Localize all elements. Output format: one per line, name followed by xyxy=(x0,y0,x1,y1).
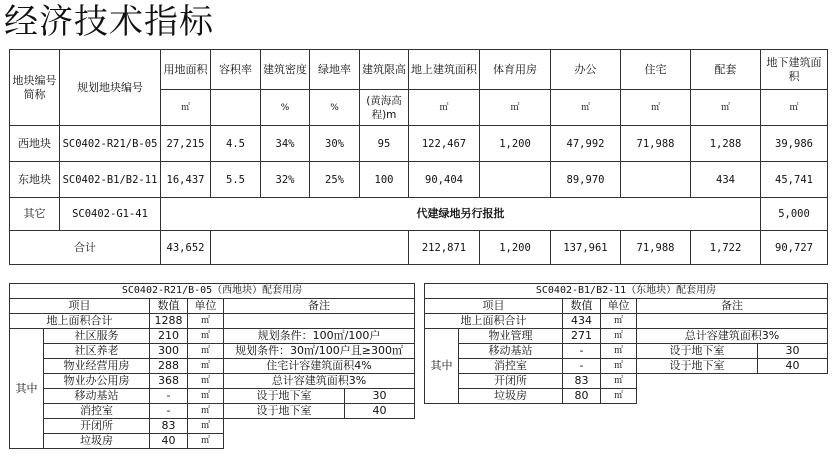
west-item: 移动基站 xyxy=(44,389,150,404)
other-under-area: 5,000 xyxy=(761,198,828,231)
table-row xyxy=(10,434,415,449)
row-above-area: 122,467 xyxy=(409,126,480,162)
west-value: - xyxy=(150,404,188,419)
west-remark: 总计容建筑面积3% xyxy=(224,374,415,389)
header-support: 配套 xyxy=(691,50,761,90)
west-remark: 规划条件：30㎡/100户且≥300㎡ xyxy=(224,344,415,359)
east-value: 271 xyxy=(563,329,601,344)
west-remark: 住宅计容建筑面积4% xyxy=(224,359,415,374)
east-unit: ㎡ xyxy=(601,374,637,389)
page-title: 经济技术指标 xyxy=(4,2,214,42)
west-total-remark xyxy=(224,314,415,329)
header-density: 建筑密度 xyxy=(261,50,310,90)
unit-residential: ㎡ xyxy=(621,90,691,126)
total-residential: 71,988 xyxy=(621,231,691,265)
unit-height: (黄海高程)m xyxy=(360,90,409,126)
unit-support: ㎡ xyxy=(691,90,761,126)
row-land-area: 27,215 xyxy=(161,126,211,162)
table-row xyxy=(425,374,828,389)
header-block-code: 地块编号简称 xyxy=(10,50,60,126)
west-value: 40 xyxy=(150,434,188,449)
west-item: 开闭所 xyxy=(44,419,150,434)
east-group-label: 其中 xyxy=(425,329,459,404)
east-item: 垃圾房 xyxy=(459,389,563,404)
row-density: 34% xyxy=(261,126,310,162)
west-header-remark: 备注 xyxy=(224,299,415,314)
unit-sports: ㎡ xyxy=(480,90,551,126)
table-row xyxy=(10,374,415,389)
west-item: 消控室 xyxy=(44,404,150,419)
table-row xyxy=(10,344,415,359)
west-value: 300 xyxy=(150,344,188,359)
table-row xyxy=(425,359,828,374)
west-unit: ㎡ xyxy=(188,434,224,449)
total-sports: 1,200 xyxy=(480,231,551,265)
indicators-table xyxy=(9,49,828,265)
west-caption: SC0402-R21/B-05（西地块）配套用房 xyxy=(10,284,415,299)
row-code: SC0402-B1/B2-11 xyxy=(60,162,161,198)
table-row xyxy=(425,329,828,344)
header-land-area: 用地面积 xyxy=(161,50,211,90)
row-green: 25% xyxy=(310,162,360,198)
east-caption: SC0402-B1/B2-11（东地块）配套用房 xyxy=(425,284,828,299)
header-row xyxy=(10,50,828,90)
east-header-unit: 单位 xyxy=(601,299,637,314)
row-sports xyxy=(480,162,551,198)
west-header-value: 数值 xyxy=(150,299,188,314)
unit-green: % xyxy=(310,90,360,126)
west-remark-label: 设于地下室 xyxy=(224,389,345,404)
east-remark-label: 设于地下室 xyxy=(637,344,758,359)
east-value: 83 xyxy=(563,374,601,389)
west-item: 物业办公用房 xyxy=(44,374,150,389)
row-residential xyxy=(621,162,691,198)
row-office: 89,970 xyxy=(551,162,621,198)
header-green: 绿地率 xyxy=(310,50,360,90)
other-row xyxy=(10,198,828,231)
row-height: 100 xyxy=(360,162,409,198)
west-header-unit: 单位 xyxy=(188,299,224,314)
west-remark-empty xyxy=(224,419,415,434)
west-item: 垃圾房 xyxy=(44,434,150,449)
table-row xyxy=(10,419,415,434)
west-remark-value: 30 xyxy=(345,389,415,404)
west-item: 物业经营用房 xyxy=(44,359,150,374)
table-row xyxy=(10,389,415,404)
west-support-table xyxy=(9,283,415,449)
west-remark: 规划条件：100㎡/100户 xyxy=(224,329,415,344)
row-sports: 1,200 xyxy=(480,126,551,162)
east-header-remark: 备注 xyxy=(637,299,828,314)
row-under-area: 45,741 xyxy=(761,162,828,198)
header-above-area: 地上建筑面积 xyxy=(409,50,480,90)
row-residential: 71,988 xyxy=(621,126,691,162)
east-support-table xyxy=(424,283,828,404)
west-remark-value: 40 xyxy=(345,404,415,419)
west-remark-label: 设于地下室 xyxy=(224,404,345,419)
table-row xyxy=(10,359,415,374)
total-office: 137,961 xyxy=(551,231,621,265)
east-remark-value: 30 xyxy=(758,344,828,359)
west-group-label: 其中 xyxy=(10,329,44,449)
east-total-unit: ㎡ xyxy=(601,314,637,329)
table-row xyxy=(10,162,828,198)
east-remark: 总计容建筑面积3% xyxy=(637,329,828,344)
total-under-area: 90,727 xyxy=(761,231,828,265)
east-value: 80 xyxy=(563,389,601,404)
east-header-value: 数值 xyxy=(563,299,601,314)
east-remark-value: 40 xyxy=(758,359,828,374)
row-block: 西地块 xyxy=(10,126,60,162)
east-value: - xyxy=(563,359,601,374)
row-office: 47,992 xyxy=(551,126,621,162)
west-value: 210 xyxy=(150,329,188,344)
east-total-remark xyxy=(637,314,828,329)
east-item: 开闭所 xyxy=(459,374,563,389)
west-item: 社区服务 xyxy=(44,329,150,344)
west-value: 288 xyxy=(150,359,188,374)
total-above-area: 212,871 xyxy=(409,231,480,265)
unit-land-area: ㎡ xyxy=(161,90,211,126)
west-unit: ㎡ xyxy=(188,344,224,359)
west-header-item: 项目 xyxy=(10,299,150,314)
header-office: 办公 xyxy=(551,50,621,90)
west-total-unit: ㎡ xyxy=(188,314,224,329)
west-value: - xyxy=(150,389,188,404)
west-unit: ㎡ xyxy=(188,374,224,389)
total-land-area: 43,652 xyxy=(161,231,211,265)
unit-above-area: ㎡ xyxy=(409,90,480,126)
row-support: 434 xyxy=(691,162,761,198)
row-above-area: 90,404 xyxy=(409,162,480,198)
east-remark-empty xyxy=(637,374,828,389)
header-far: 容积率 xyxy=(211,50,261,90)
west-unit: ㎡ xyxy=(188,389,224,404)
east-item: 物业管理 xyxy=(459,329,563,344)
total-row xyxy=(10,231,828,265)
west-total-value: 1288 xyxy=(150,314,188,329)
east-remark-label: 设于地下室 xyxy=(637,359,758,374)
east-total-item: 地上面积合计 xyxy=(425,314,563,329)
row-far: 4.5 xyxy=(211,126,261,162)
other-note: 代建绿地另行报批 xyxy=(161,198,761,231)
row-code: SC0402-R21/B-05 xyxy=(60,126,161,162)
east-unit: ㎡ xyxy=(601,329,637,344)
total-support: 1,722 xyxy=(691,231,761,265)
total-blank xyxy=(211,231,409,265)
row-height: 95 xyxy=(360,126,409,162)
east-value: - xyxy=(563,344,601,359)
east-unit: ㎡ xyxy=(601,359,637,374)
west-value: 368 xyxy=(150,374,188,389)
west-remark-empty xyxy=(224,434,415,449)
other-block: 其它 xyxy=(10,198,60,231)
other-code: SC0402-G1-41 xyxy=(60,198,161,231)
table-row xyxy=(10,404,415,419)
west-unit: ㎡ xyxy=(188,359,224,374)
east-remark-empty xyxy=(637,389,828,404)
table-row xyxy=(425,344,828,359)
east-unit: ㎡ xyxy=(601,344,637,359)
east-total-value: 434 xyxy=(563,314,601,329)
east-item: 消控室 xyxy=(459,359,563,374)
table-row xyxy=(10,126,828,162)
west-unit: ㎡ xyxy=(188,329,224,344)
unit-density: % xyxy=(261,90,310,126)
east-header-item: 项目 xyxy=(425,299,563,314)
unit-office: ㎡ xyxy=(551,90,621,126)
west-value: 83 xyxy=(150,419,188,434)
row-far: 5.5 xyxy=(211,162,261,198)
table-row xyxy=(425,389,828,404)
unit-far xyxy=(211,90,261,126)
row-block: 东地块 xyxy=(10,162,60,198)
west-total-item: 地上面积合计 xyxy=(10,314,150,329)
header-sports: 体育用房 xyxy=(480,50,551,90)
row-density: 32% xyxy=(261,162,310,198)
row-land-area: 16,437 xyxy=(161,162,211,198)
total-label: 合计 xyxy=(10,231,161,265)
header-plan-code: 规划地块编号 xyxy=(60,50,161,126)
west-item: 社区养老 xyxy=(44,344,150,359)
unit-under-area: ㎡ xyxy=(761,90,828,126)
east-unit: ㎡ xyxy=(601,389,637,404)
east-item: 移动基站 xyxy=(459,344,563,359)
table-row xyxy=(10,329,415,344)
header-height: 建筑限高 xyxy=(360,50,409,90)
row-under-area: 39,986 xyxy=(761,126,828,162)
west-unit: ㎡ xyxy=(188,419,224,434)
header-under-area: 地下建筑面积 xyxy=(761,50,828,90)
header-residential: 住宅 xyxy=(621,50,691,90)
row-support: 1,288 xyxy=(691,126,761,162)
west-unit: ㎡ xyxy=(188,404,224,419)
row-green: 30% xyxy=(310,126,360,162)
